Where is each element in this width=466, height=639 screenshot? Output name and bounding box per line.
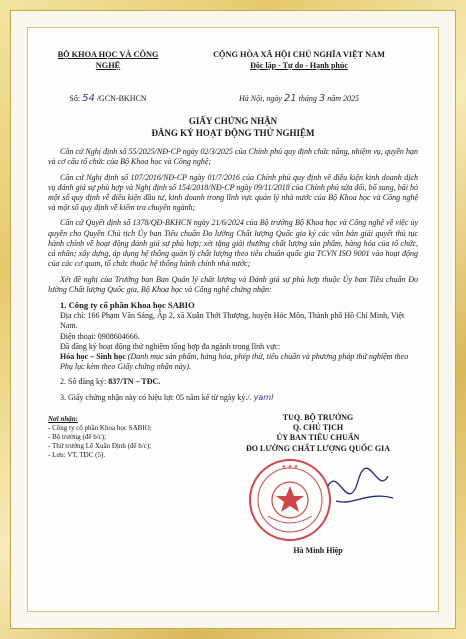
- doc-title: [48, 116, 418, 139]
- recipient-line: - Lưu: VT, TĐC (5).: [48, 451, 106, 460]
- recipient-line: - Bộ trưởng (để b/c);: [48, 433, 107, 442]
- company-address: Địa chỉ: 166 Phạm Văn Sáng, Ấp 2, xã Xuân Thới Thượng, huyện Hóc Môn, Thành phố Hồ Chí Minh, Việt Nam.: [60, 311, 405, 331]
- seal-area: [218, 456, 418, 544]
- ministry-name: BỘ KHOA HỌC VÀ CÔNG NGHỆ: [57, 50, 159, 70]
- day-handwritten: 21: [283, 92, 297, 104]
- certificate-page: [48, 50, 418, 563]
- month-handwritten: 3: [318, 92, 326, 104]
- svg-text:★ ★ ★: ★ ★ ★: [281, 463, 299, 470]
- motto: Độc lập - Tự do - Hạnh phúc: [250, 60, 348, 70]
- registered-intro: Đã đăng ký hoạt động thử nghiệm tổng hợp đa ngành trong lĩnh vực:: [60, 341, 281, 351]
- official-seal-icon: [218, 456, 418, 544]
- title-line2: ĐĂNG KÝ HOẠT ĐỘNG THỬ NGHIỆM: [151, 127, 315, 138]
- sign-line4: ĐO LƯỜNG CHẤT LƯỢNG QUỐC GIA: [246, 443, 390, 453]
- registration-number: [48, 377, 418, 387]
- field-note: (Danh mục sản phẩm, hàng hóa, phép thử, tiêu chuẩn và phương pháp thử nghiệm theo Phụ lục kèm theo Giấy chứng nhận này).: [60, 352, 409, 372]
- recipients-heading: Nơi nhận:: [48, 414, 79, 423]
- validity-initial: yaml: [253, 392, 274, 402]
- place-date: [180, 93, 418, 106]
- sign-line1: TUQ. BỘ TRƯỞNG: [282, 412, 354, 422]
- sign-line2: Q. CHỦ TỊCH: [292, 423, 344, 433]
- company-phone: Điện thoại: 0908604666.: [60, 331, 140, 341]
- document-header: [48, 50, 418, 112]
- doc-no-prefix: Số:: [69, 94, 81, 104]
- reg-no-value: 837/TN – TĐC.: [108, 377, 161, 387]
- nation-block: [180, 50, 418, 106]
- recipients-block: [48, 415, 198, 460]
- recipient-line: - Thứ trưởng Lê Xuân Định (để b/c);: [48, 442, 152, 451]
- title-line1: GIẤY CHỨNG NHẬN: [188, 116, 278, 126]
- signer-name: Hà Minh Hiệp: [293, 545, 343, 555]
- recipient-line: - Công ty cổ phần Khoa học SABIO;: [48, 424, 152, 433]
- basis-paragraph: Căn cứ Quyết định số 1378/QĐ-BKHCN ngày 21/6/2024 của Bộ trưởng Bộ Khoa học và Công nghệ về việc ủy quyền cho Quyền Chủ tịch Ủy ban Tiêu chuẩn Đo lường Chất lượng Quốc gia ký các văn bản giải quyết thủ tục hành chính về hoạt động đánh giá sự phù hợp; xét tặng giải thưởng chất lượng sản phẩm, hàng hóa của tổ chức, cá nhân; xây dựng, áp dụng hệ thống quản lý chất lượng theo tiêu chuẩn quốc gia TCVN ISO 9001 vào hoạt động của các cơ quan, tổ chức thuộc hệ thống hành chính nhà nước;: [48, 218, 418, 269]
- doc-no-suffix: /GCN-BKHCN: [96, 94, 147, 104]
- year: năm 2025: [327, 93, 359, 103]
- basis-paragraph: Căn cứ Nghị định số 107/2016/NĐ-CP ngày 01/7/2016 của Chính phủ quy định về điều kiện kinh doanh dịch vụ đánh giá sự phù hợp và Nghị định số 154/2018/NĐ-CP ngày 09/11/2018 của Chính phủ sửa đổi, bổ sung, bãi bỏ một số quy định về điều kiện đầu tư, kinh doanh trong lĩnh vực quản lý nhà nước của Bộ Khoa học và Công nghệ và một số quy định về kiểm tra chuyên ngành;: [48, 172, 418, 213]
- reg-no-label: 2. Số đăng ký:: [60, 377, 107, 387]
- proposal-paragraph: Xét đề nghị của Trưởng ban Ban Quản lý chất lượng và Đánh giá sự phù hợp thuộc Ủy ban Tiêu chuẩn Đo lường Chất lượng Quốc gia, Bộ Khoa học và Công nghệ chứng nhận:: [48, 274, 418, 294]
- field-name: Hóa học – Sinh học: [60, 352, 126, 362]
- registered-field: [48, 352, 418, 372]
- nation-name: CỘNG HÒA XÃ HỘI CHỦ NGHĨA VIỆT NAM: [213, 50, 385, 59]
- validity-line: [48, 393, 418, 403]
- validity-text: 3. Giấy chứng nhận này có hiệu lực 05 năm kể từ ngày ký./.: [60, 392, 252, 402]
- sign-line3: ỦY BAN TIÊU CHUẨN: [276, 433, 360, 443]
- place: Hà Nội, ngày: [238, 93, 282, 103]
- signature-block: [218, 413, 418, 556]
- document-number: [48, 93, 168, 106]
- month-label: tháng: [298, 93, 317, 103]
- issuer-block: [48, 50, 168, 106]
- document-footer: [48, 413, 418, 563]
- doc-no-handwritten: 54: [82, 93, 95, 105]
- company-name: 1. Công ty cổ phần Khoa học SABIO: [60, 300, 195, 311]
- basis-paragraph: Căn cứ Nghị định số 55/2025/NĐ-CP ngày 02/3/2025 của Chính phủ quy định chức năng, nhiệm vụ, quyền hạn và cơ cấu tổ chức của Bộ Khoa học và Công nghệ;: [48, 147, 418, 167]
